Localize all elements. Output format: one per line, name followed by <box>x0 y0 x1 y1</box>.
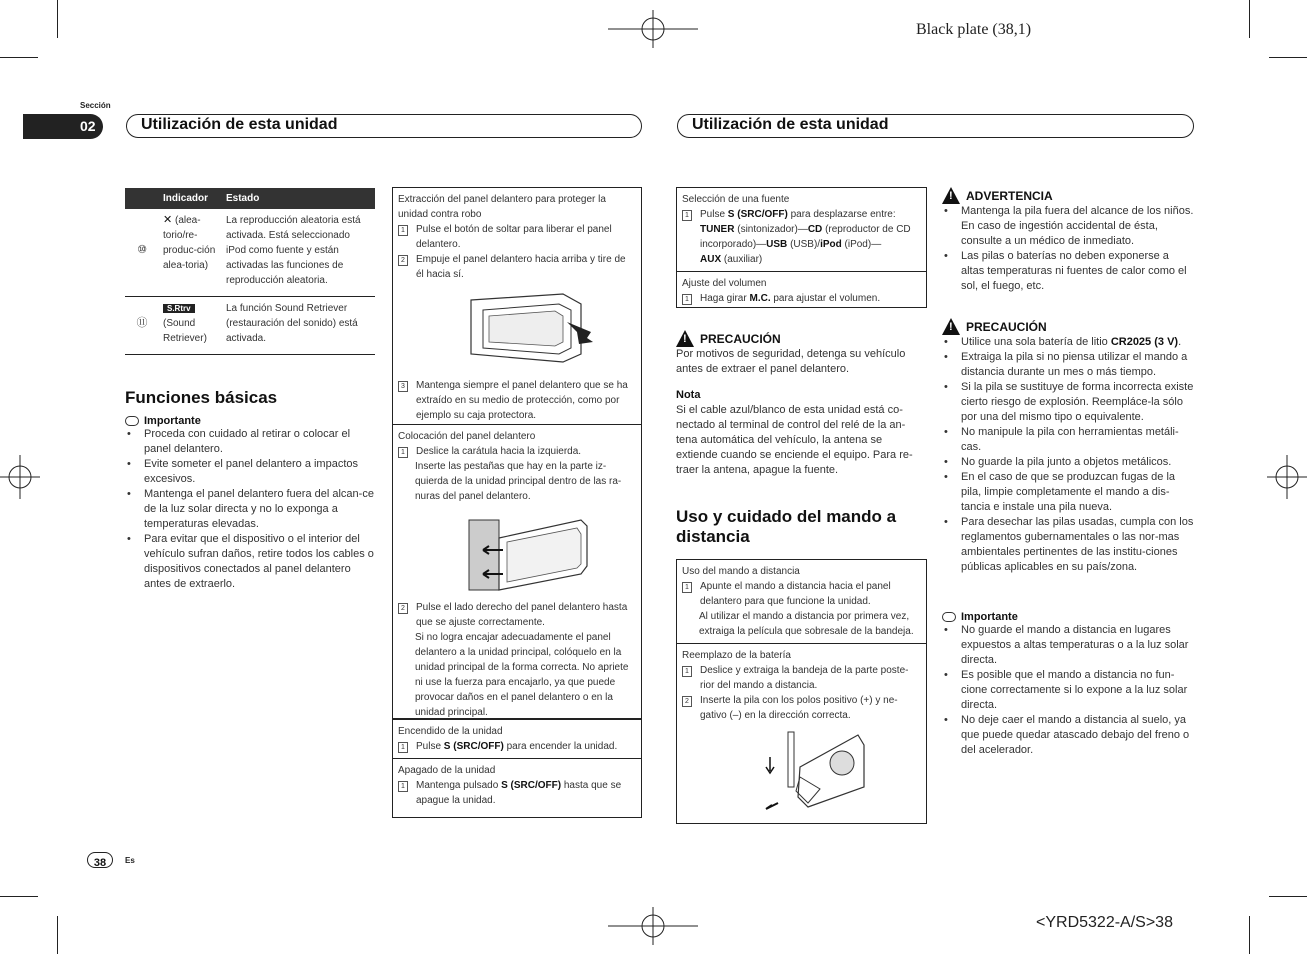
list-item: • Si la pila se sustituye de forma incorrecta existe cierto riesgo de explosión. Reempláce-la sólo por una del mismo tipo o equivalente. <box>944 381 1194 423</box>
list-item: • Extraiga la pila si no piensa utilizar el mando a distancia durante un mes o más tiempo. <box>944 351 1188 378</box>
table-header-row <box>125 188 375 209</box>
warning-icon <box>942 318 960 335</box>
power-off-section: Apagado de la unidad 1 Mantenga pulsado S (SRC/OFF) hasta que se apague la unidad. <box>398 765 622 806</box>
precaucion-block-right: ! PRECAUCIÓN • Utilice una sola batería de litio CR2025 (3 V). • Extraiga la pila si no piensa utilizar el mando a distancia durante un mes o más tiempo. • Si la pila se sustituye de forma incorrecta existe cierto riesgo de explosión. Reempláce-la sólo por una del mismo tipo o equivalente. • No manipule la pila con herramientas metáli-cas. • No guarde la pila junto a objetos metálicos. • En el caso de que se produzcan fugas de la pila, limpie completamente el mando a dis-tancia e instale una pila nueva. • Para desechar las pilas usadas, cumpla con los reglamentos gubernamentales o las nor-mas ambientales pertinentes de las institu-ciones públicas aplicables en su país/zona. <box>942 318 1194 575</box>
list-item: • En el caso de que se produzcan fugas de la pila, limpie completamente el mando a dis-tancia e instale una pila nueva. <box>944 471 1176 513</box>
remote-use-section: Uso del mando a distancia 1 Apunte el mando a distancia hacia el panel delantero para que funcione la unidad. Al utilizar el mando a distancia por primera vez, extraiga la película que sobresale de la bandeja. <box>677 560 926 644</box>
list-item: • Mantenga el panel delantero fuera del alcan-ce de la luz solar directa y no lo exponga a temperaturas elevadas. <box>127 488 374 530</box>
battery-section: Reemplazo de la batería 1 Deslice y extraiga la bandeja de la parte poste-rior del mando a distancia. 2 Inserte la pila con los polos positivo (+) y ne-gativo (–) en la dirección correcta. <box>677 644 926 816</box>
source-volume-box <box>676 187 927 308</box>
crop-mark <box>1249 0 1250 38</box>
indicator-table <box>125 188 375 355</box>
list-item: • Proceda con cuidado al retirar o colocar el panel delantero. <box>127 428 351 455</box>
registration-mark-top <box>608 10 698 48</box>
list-item: • No deje caer el mando a distancia al suelo, ya que puede quedar atascado debajo del freno o del acelerador. <box>944 714 1190 756</box>
indicator-table-wrap <box>125 188 375 355</box>
crop-mark <box>1269 57 1307 58</box>
page-number: 38 <box>93 857 107 869</box>
importante-icon <box>125 416 139 426</box>
panel-procedures-box <box>392 187 642 818</box>
registration-mark-bottom <box>608 907 698 945</box>
table-row <box>125 209 375 297</box>
row-number: ⑪ <box>136 317 148 329</box>
list-item: • Para desechar las pilas usadas, cumpla con los reglamentos gubernamentales o las nor-mas ambientales pertinentes de las institu-ciones públicas aplicables en su país/zona. <box>944 516 1194 573</box>
section-label: Sección <box>80 101 111 110</box>
crop-mark <box>1269 896 1307 897</box>
list-item: • No guarde el mando a distancia en lugares expuestos a altas temperaturas o a la luz solar directa. <box>944 624 1189 666</box>
importante-block-right: Importante • No guarde el mando a distancia en lugares expuestos a altas temperaturas o a la luz solar directa. • Es posible que el mando a distancia no fun-cione correctamente si lo expone a la luz solar directa. • No deje caer el mando a distancia al suelo, ya que puede quedar atascado debajo del freno o del acelerador. <box>942 611 1194 758</box>
header-bar-right <box>677 114 1194 138</box>
source-section: Selección de una fuente 1 Pulse S (SRC/OFF) para desplazarse entre: TUNER (sintonizador)—CD (reproductor de CD incorporado)—USB (USB)/iPod (iPod)— AUX (auxiliar) <box>677 188 926 272</box>
warning-icon <box>676 330 694 347</box>
table-row <box>125 297 375 355</box>
list-item: • Evite someter el panel delantero a impactos excesivos. <box>127 458 359 485</box>
row-number: ⑩ <box>137 244 147 256</box>
page-title-right: Utilización de esta unidad <box>692 116 889 133</box>
extract-section: Extracción del panel delantero para proteger la unidad contra robo 1 Pulse el botón de soltar para liberar el panel delantero. 2 Empuje el panel delantero hacia arriba y tire de él hacia sí. 3 Mantenga siempre el panel delantero que se ha extraído en su medio de protección, como por ejemplo su caja protectora. <box>393 188 641 425</box>
sound-retriever-badge: S.Rtrv <box>163 304 195 313</box>
registration-mark-right <box>1267 455 1307 499</box>
remote-title: Uso y cuidado del mando a distancia <box>676 507 897 546</box>
header-bar-left <box>126 114 642 138</box>
state-text: La reproducción aleatoria está activada. Está seleccionado iPod como fuente y están activadas las funciones de reproducción aleatoria. <box>226 215 361 286</box>
list-item: • No guarde la pila junto a objetos metálicos. <box>944 456 1172 468</box>
precaucion-block-left: ! PRECAUCIÓN Por motivos de seguridad, detenga su vehículo antes de extraer el panel delantero. Nota Si el cable azul/blanco de esta unidad está co-nectado al terminal de control del relé de la an-tena automática del vehículo, la antena se extiende cuando se enciende el equipo. Para re-traer la antena, apague la fuente. <box>676 330 926 478</box>
indicator-text: (Sound Retriever) <box>163 318 207 344</box>
panel-removal-illustration <box>463 292 603 374</box>
advertencia-block: ! ADVERTENCIA • Mantenga la pila fuera del alcance de los niños. En caso de ingestión accidental de ésta, consulte a un médico de inmediato. • Las pilas o baterías no deben exponerse a altas temperaturas ni fuentes de calor como el sol, el fuego, etc. <box>942 187 1194 294</box>
nota-heading: Nota <box>676 389 701 401</box>
list-item: • No manipule la pila con herramientas metáli-cas. <box>944 426 1179 453</box>
warning-icon <box>942 187 960 204</box>
table-header: Indicador <box>159 188 222 209</box>
power-on-section: Encendido de la unidad 1 Pulse S (SRC/OFF) para encender la unidad. <box>393 719 641 759</box>
importante-icon <box>942 612 956 622</box>
list-item: • Las pilas o baterías no deben exponerse a altas temperaturas ni fuentes de calor como el sol, el fuego, etc. <box>944 250 1187 292</box>
place-section: Colocación del panel delantero 1 Deslice la carátula hacia la izquierda. Inserte las pestañas que hay en la parte iz-quierda de la unidad principal dentro de las ra-nuras del panel delantero. 2 Pulse el lado derecho del panel delantero hasta que se ajuste correctamente. Si no logra encajar adecuadamente el panel delantero a la unidad principal, colóquelo en la unidad principal de la forma correcta. No apriete ni use la fuerza para encajarlo, ya que puede provocar daños en el panel delantero o en la unidad principal. <box>393 425 641 719</box>
crop-mark <box>0 57 38 58</box>
list-item: • Mantenga la pila fuera del alcance de los niños. En caso de ingestión accidental de ésta, consulte a un médico de inmediato. <box>944 205 1194 247</box>
language-label: Es <box>125 856 135 865</box>
registration-mark-left <box>0 455 40 499</box>
volume-section: Ajuste del volumen 1 Haga girar M.C. para ajustar el volumen. <box>682 278 881 304</box>
panel-attach-illustration <box>463 514 593 596</box>
crop-mark <box>57 0 58 38</box>
list-item: • Es posible que el mando a distancia no fun-cione correctamente si lo expone a la luz solar directa. <box>944 669 1188 711</box>
nota-text: Si el cable azul/blanco de esta unidad está co-nectado al terminal de control del relé de la an-tena automática del vehículo, la antena se extiende cuando se enciende el equipo. Para re-traer la antena, apague la fuente. <box>676 404 913 476</box>
section-number-badge <box>23 114 103 139</box>
section-number: 02 <box>80 118 96 134</box>
list-item: • Para evitar que el dispositivo o el interior del vehículo sufran daños, retire todos los cables o dispositivos conectados al panel delantero antes de extraerlo. <box>127 533 374 590</box>
funciones-importante <box>125 415 377 592</box>
crop-mark <box>57 916 58 954</box>
crop-mark <box>0 896 38 897</box>
state-text: La función Sound Retriever (restauración del sonido) está activada. <box>226 303 358 344</box>
indicator-text: (alea-torio/re-produc-ción alea-toria) <box>163 215 216 271</box>
table-header: Estado <box>222 188 375 209</box>
list-item: • Utilice una sola batería de litio CR2025 (3 V). <box>944 336 1182 348</box>
remote-box <box>676 559 927 824</box>
page-title-left: Utilización de esta unidad <box>141 116 338 133</box>
black-plate-label: Black plate (38,1) <box>916 21 1032 38</box>
random-icon: ✕ <box>163 214 173 226</box>
funciones-basicas-title: Funciones básicas <box>125 388 278 407</box>
crop-mark <box>1249 916 1250 954</box>
importante-label: Importante <box>144 415 201 427</box>
document-code: <YRD5322-A/S>38 <box>1036 914 1173 931</box>
page-number-badge <box>87 852 113 868</box>
battery-illustration <box>760 727 870 812</box>
